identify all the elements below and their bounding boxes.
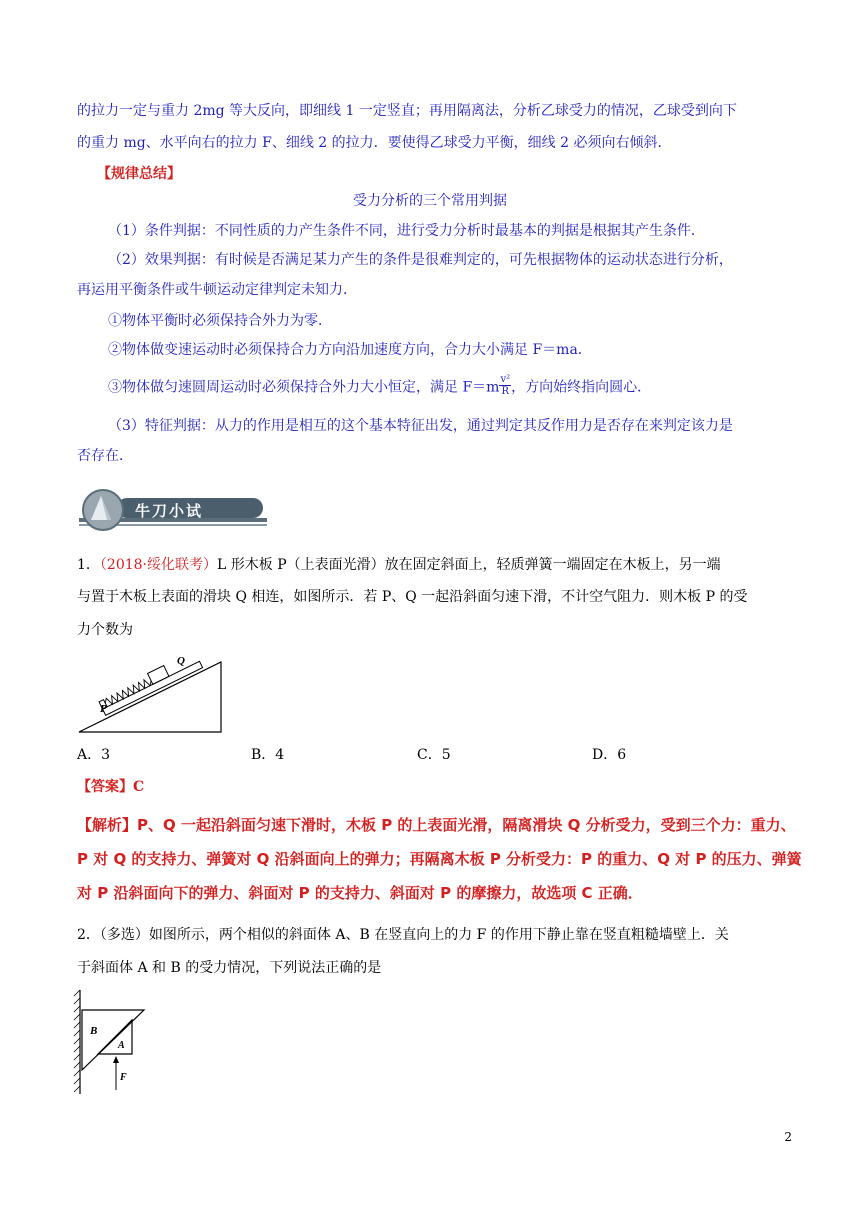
explanation-line2: P 对 Q 的支持力、弹簧对 Q 沿斜面向上的弹力；再隔离木板 P 分析受力：P 的重力、Q 对 P 的压力、弹簧 xyxy=(77,850,802,868)
label-p: P xyxy=(100,703,107,715)
explanation-label: 【解析】 xyxy=(77,816,138,834)
question-1-number: 1． xyxy=(77,557,100,573)
question-1-line1 xyxy=(77,555,721,575)
label-a: A xyxy=(118,1040,125,1051)
explanation-line3: 对 P 沿斜面向下的弹力、斜面对 P 的支持力、斜面对 P 的摩擦力，故选项 C 正确． xyxy=(77,884,643,902)
summary-item3-post: ，方向始终指向圆心． xyxy=(511,379,652,396)
fraction-denominator: R xyxy=(501,386,510,397)
summary-title: 受力分析的三个常用判据 xyxy=(353,193,507,209)
velocity-fraction xyxy=(499,374,511,397)
summary-p2a: （2）效果判据：有时候是否满足某力产生的条件是很难判定的，可先根据物体的运动状态进行分析， xyxy=(108,252,733,268)
summary-item3 xyxy=(108,376,651,399)
label-f: F xyxy=(120,1072,127,1083)
incline-figure xyxy=(77,650,227,735)
summary-p2b: 再运用平衡条件或牛顿运动定律判定未知力． xyxy=(77,282,357,298)
wedge-diagram xyxy=(72,988,152,1096)
option-c[interactable]: C．5 xyxy=(417,747,451,763)
summary-p3a: （3）特征判据：从力的作用是相互的这个基本特征出发，通过判定其反作用力是否存在来判定该力是 xyxy=(108,418,733,434)
summary-p1: （1）条件判据：不同性质的力产生条件不同，进行受力分析时最基本的判据是根据其产生条件． xyxy=(108,223,705,239)
question-1-text1: L 形木板 P（上表面光滑）放在固定斜面上，轻质弹簧一端固定在木板上，另一端 xyxy=(217,557,721,573)
page-number: 2 xyxy=(784,1130,792,1144)
summary-item2: ②物体做变速运动时必须保持合力方向沿加速度方向，合力大小满足 F＝ma． xyxy=(108,342,592,358)
option-d[interactable]: D．6 xyxy=(592,747,627,763)
question-2-line2: 于斜面体 A 和 B 的受力情况，下列说法正确的是 xyxy=(77,960,382,976)
fraction-numerator: v² xyxy=(500,374,511,385)
summary-heading: 【规律总结】 xyxy=(97,166,181,182)
summary-item1: ①物体平衡时必须保持合外力为零． xyxy=(108,313,332,329)
explanation-text1: P、Q 一起沿斜面匀速下滑时，木板 P 的上表面光滑，隔离滑块 Q 分析受力，受到三个力：重力、 xyxy=(137,816,796,834)
banner-label: 牛刀小试 xyxy=(135,502,204,520)
option-a[interactable]: A．3 xyxy=(77,747,111,763)
option-b[interactable]: B．4 xyxy=(251,747,285,763)
summary-item3-pre: ③物体做匀速圆周运动时必须保持合外力大小恒定，满足 F＝m xyxy=(108,379,500,396)
answer: 【答案】C xyxy=(77,779,145,795)
explanation-line1 xyxy=(77,815,796,835)
incline-diagram xyxy=(77,650,227,735)
practice-banner xyxy=(77,488,269,532)
label-q: Q xyxy=(177,655,185,667)
top-para-line2: 的重力 mg、水平向右的拉力 F、细线 2 的拉力．要使得乙球受力平衡，细线 2 必须向右倾斜． xyxy=(77,135,672,151)
wedge-figure xyxy=(72,988,152,1096)
label-b: B xyxy=(90,1025,98,1037)
question-1-source: （2018·绥化联考） xyxy=(99,557,218,573)
question-1-line2: 与置于木板上表面的滑块 Q 相连，如图所示．若 P、Q 一起沿斜面匀速下滑，不计空气阻力．则木板 P 的受 xyxy=(77,589,748,605)
top-para-line1: 的拉力一定与重力 2mg 等大反向，即细线 1 一定竖直；再用隔离法，分析乙球受力的情况，乙球受到向下 xyxy=(77,103,737,119)
question-2-line1: 2．（多选）如图所示，两个相似的斜面体 A、B 在竖直向上的力 F 的作用下静止靠在竖直粗糙墙壁上．关 xyxy=(77,927,729,943)
question-1-line3: 力个数为 xyxy=(77,622,133,638)
summary-p3b: 否存在． xyxy=(77,448,133,464)
